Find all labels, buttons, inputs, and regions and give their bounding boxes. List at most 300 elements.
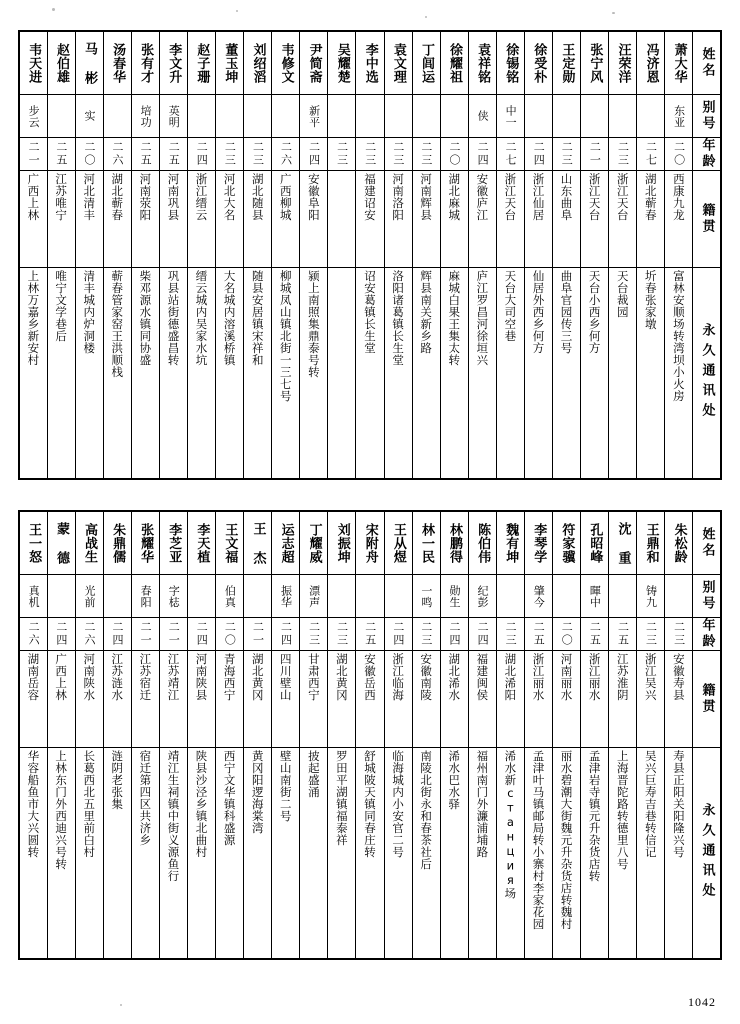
cell-origin — [300, 651, 328, 748]
cell-origin — [19, 651, 47, 748]
cell-address — [609, 268, 637, 480]
cell-age — [47, 618, 75, 651]
cell-age — [665, 138, 693, 171]
cell-age — [356, 618, 384, 651]
cell-alias — [159, 95, 187, 138]
cell-origin — [665, 171, 693, 268]
cell-origin-text: 河南辉县 — [419, 173, 434, 221]
cell-name — [384, 511, 412, 575]
cell-address — [103, 268, 131, 480]
cell-alias-text: 纪彭 — [476, 584, 490, 608]
cell-name-text: 王文福 — [222, 522, 238, 564]
cell-age-text: 二六 — [82, 621, 96, 647]
cell-address — [581, 748, 609, 960]
cell-address-text: 浠水巴水驿 — [447, 750, 462, 810]
cell-address-text: 南陵北街永和春茶社后 — [419, 750, 434, 870]
cell-origin-text: 青海西宁 — [222, 653, 237, 701]
cell-alias-text: 振华 — [279, 584, 293, 608]
cell-name-text: 冯济恩 — [643, 42, 659, 84]
cell-origin — [328, 651, 356, 748]
cell-origin-text: 湖北浠阳 — [503, 653, 518, 701]
cell-address — [187, 268, 215, 480]
cell-origin — [75, 171, 103, 268]
cell-address — [665, 268, 693, 480]
cell-alias — [216, 95, 244, 138]
cell-address — [272, 268, 300, 480]
cell-name-text: 王定勋 — [559, 42, 575, 84]
column-header-alias-text: 别号 — [699, 580, 715, 612]
cell-name — [328, 31, 356, 95]
cell-origin-text: 江苏唯宁 — [54, 173, 69, 221]
cell-name — [581, 31, 609, 95]
cell-origin-text: 河北大名 — [222, 173, 237, 221]
cell-age — [103, 618, 131, 651]
cell-age-text: 二六 — [279, 141, 293, 167]
cell-name-text: 赵伯雄 — [53, 42, 69, 84]
cell-age — [328, 138, 356, 171]
cell-origin-text: 河南洛阳 — [391, 173, 406, 221]
cell-age-text: 二一 — [27, 141, 41, 167]
cell-address-text: 长葛西北五里前白村 — [82, 750, 97, 858]
cell-age — [244, 138, 272, 171]
cell-alias-text: 光前 — [82, 584, 96, 608]
cell-age — [244, 618, 272, 651]
cell-origin — [637, 651, 665, 748]
cell-address-text: 曲阜官园传三号 — [559, 270, 574, 354]
cell-age-text: 二四 — [447, 621, 461, 647]
cell-alias — [272, 575, 300, 618]
cell-origin — [103, 171, 131, 268]
cell-alias — [131, 575, 159, 618]
cell-age-text: 二三 — [560, 141, 574, 167]
cell-address — [496, 748, 524, 960]
cell-alias — [272, 95, 300, 138]
cell-alias — [328, 575, 356, 618]
cell-origin-text: 浙江缙云 — [194, 173, 209, 221]
cell-origin — [581, 171, 609, 268]
cell-name-text: 汪荣洋 — [615, 42, 631, 84]
cell-origin — [328, 171, 356, 268]
cell-age — [637, 618, 665, 651]
cell-name — [637, 511, 665, 575]
cell-address — [19, 268, 47, 480]
cell-age — [412, 138, 440, 171]
cell-origin — [609, 171, 637, 268]
cell-origin-text: 四川壁山 — [278, 653, 293, 701]
cell-alias — [496, 95, 524, 138]
cell-name-text: 韦天进 — [26, 42, 42, 84]
column-header-alias — [693, 95, 721, 138]
cell-alias — [412, 575, 440, 618]
cell-name-text: 汤春华 — [110, 42, 126, 84]
cell-address — [328, 748, 356, 960]
cell-origin — [272, 171, 300, 268]
cell-address-text: 孟津叶马镇邮局转小寨村李家花园 — [531, 750, 546, 930]
cell-alias — [552, 575, 580, 618]
cell-age — [159, 618, 187, 651]
cell-age — [524, 138, 552, 171]
cell-age-text: 二四 — [195, 141, 209, 167]
cell-address — [131, 748, 159, 960]
cell-age-text: 二六 — [27, 621, 41, 647]
cell-address — [412, 748, 440, 960]
cell-alias-text: 英明 — [167, 104, 181, 128]
cell-address-text: 缙云城内吴家水坑 — [194, 270, 209, 366]
cell-origin — [665, 651, 693, 748]
cell-alias-text: 铸九 — [644, 584, 658, 608]
cell-address — [581, 268, 609, 480]
cell-age-text: 二一 — [167, 621, 181, 647]
cell-name-text: 张有才 — [138, 42, 154, 84]
cell-alias — [665, 575, 693, 618]
cell-name-text: 丁闾运 — [418, 42, 434, 84]
cell-origin-text: 福建诏安 — [363, 173, 377, 221]
cell-address — [47, 748, 75, 960]
cell-address — [216, 268, 244, 480]
cell-origin-text: 山东曲阜 — [559, 173, 574, 221]
table-row-alias — [19, 95, 721, 138]
cell-address-text: 巩县站街德盛昌转 — [166, 270, 181, 366]
cell-origin-text: 河南陕县 — [194, 653, 209, 701]
table-row-address — [19, 748, 721, 960]
cell-name — [412, 511, 440, 575]
cell-alias — [131, 95, 159, 138]
cell-address-text: 圻春张家墩 — [643, 270, 658, 330]
cell-origin — [384, 171, 412, 268]
column-header-age-text: 年龄 — [699, 618, 715, 650]
cell-age-text: 二三 — [251, 141, 265, 167]
cell-name-text: 张宁风 — [587, 42, 603, 84]
roster-table-bottom — [18, 510, 722, 960]
cell-origin-text: 河南巩县 — [166, 173, 181, 221]
cell-origin-text: 安徽庐江 — [475, 173, 490, 221]
cell-age-text: 二一 — [251, 621, 265, 647]
cell-address-text: 壁山南街二号 — [278, 750, 293, 822]
cell-name-text: 韦修文 — [278, 42, 294, 84]
cell-name-text: 袁祥铭 — [475, 42, 491, 84]
paper-speck — [236, 10, 238, 12]
cell-name-text: 王鼎和 — [643, 522, 659, 564]
cell-age-text: 二四 — [54, 621, 68, 647]
cell-age-text: 二〇 — [82, 141, 96, 167]
cell-origin — [19, 171, 47, 268]
cell-origin-text: 江苏宿迁 — [138, 653, 153, 701]
cell-alias — [665, 95, 693, 138]
cell-name — [609, 31, 637, 95]
cell-origin — [244, 171, 272, 268]
cell-age — [440, 138, 468, 171]
cell-address-text: 富林安顺场转湾坝小火房 — [671, 270, 686, 402]
cell-age-text: 二三 — [616, 141, 630, 167]
cell-address-text: 柴邓源水镇同协盛 — [138, 270, 153, 366]
column-header-age-text: 年龄 — [699, 138, 715, 170]
cell-alias-text: 东亚 — [672, 104, 686, 128]
cell-origin — [552, 651, 580, 748]
cell-age-text: 二〇 — [223, 621, 237, 647]
cell-age — [524, 618, 552, 651]
cell-age-text: 二四 — [476, 141, 490, 167]
cell-origin — [216, 171, 244, 268]
cell-name-text: 马 彬 — [82, 41, 98, 85]
cell-age-text: 二五 — [139, 141, 153, 167]
table-row-origin — [19, 171, 721, 268]
cell-origin-text: 浙江天台 — [587, 173, 602, 221]
cell-name — [131, 511, 159, 575]
cell-age — [75, 618, 103, 651]
cell-name-text: 萧大华 — [671, 42, 687, 84]
cell-name — [159, 31, 187, 95]
cell-age — [19, 618, 47, 651]
cell-origin-text: 甘肃西宁 — [306, 653, 321, 701]
cell-name — [272, 31, 300, 95]
cell-address-text: 福州南门外濂浦埔路 — [475, 750, 490, 858]
cell-name — [637, 31, 665, 95]
cell-alias-text: 字梽 — [167, 584, 181, 608]
cell-origin — [468, 171, 496, 268]
cell-origin — [244, 651, 272, 748]
column-header-origin-text: 籍贯 — [699, 683, 715, 715]
cell-age-text: 二〇 — [447, 141, 461, 167]
cell-address-text: 柳城凤山镇北街一三七号 — [278, 270, 293, 402]
cell-alias-text: 培功 — [139, 104, 153, 128]
cell-address — [356, 268, 384, 480]
cell-name — [187, 511, 215, 575]
column-header-name — [693, 511, 721, 575]
cell-address — [47, 268, 75, 480]
cell-age-text: 二三 — [307, 621, 321, 647]
cell-age — [131, 618, 159, 651]
cell-address-text: 天台小西乡何方 — [587, 270, 602, 354]
cell-age-text: 二六 — [111, 141, 125, 167]
cell-origin-text: 湖北黄冈 — [250, 653, 265, 701]
cell-name-text: 刘振坤 — [334, 522, 350, 564]
cell-name — [356, 31, 384, 95]
cell-address-text: 上海晋陀路转德里八号 — [615, 750, 630, 870]
cell-address-text: 浠水新станция场 — [503, 750, 518, 900]
cell-origin-text: 湖南岳容 — [26, 653, 41, 701]
cell-alias-text: 漂声 — [307, 584, 321, 608]
cell-address — [665, 748, 693, 960]
cell-age-text: 二四 — [391, 621, 405, 647]
cell-address — [244, 748, 272, 960]
cell-origin — [131, 651, 159, 748]
column-header-address — [693, 748, 721, 960]
cell-name — [244, 31, 272, 95]
cell-origin — [552, 171, 580, 268]
cell-name-text: 朱松龄 — [671, 522, 687, 564]
cell-name — [47, 511, 75, 575]
cell-address-text: 西宁文华镇科盛源 — [222, 750, 237, 846]
cell-origin-text: 浙江丽水 — [587, 653, 602, 701]
cell-name — [19, 511, 47, 575]
cell-address-text: 天台大司空巷 — [503, 270, 518, 342]
cell-name — [552, 31, 580, 95]
cell-age-text: 二三 — [419, 141, 433, 167]
cell-alias-text: 勋生 — [447, 584, 461, 608]
cell-name — [665, 31, 693, 95]
roster-table-top-wrapper — [18, 30, 722, 480]
cell-age — [216, 138, 244, 171]
cell-name-text: 董玉坤 — [222, 42, 238, 84]
cell-address — [552, 748, 580, 960]
cell-name-text: 符家骥 — [559, 522, 575, 564]
cell-alias — [440, 575, 468, 618]
cell-name-text: 林鹏得 — [447, 522, 463, 564]
cell-name-text: 高战生 — [82, 522, 98, 564]
cell-age — [272, 618, 300, 651]
cell-name — [440, 511, 468, 575]
cell-age — [159, 138, 187, 171]
cell-name-text: 李天植 — [194, 522, 210, 564]
cell-origin-text: 安徽寿县 — [671, 653, 686, 701]
cell-address-text: 随县安居镇宋祥和 — [250, 270, 265, 366]
cell-origin-text: 安徽岳西 — [363, 653, 377, 701]
cell-alias — [468, 95, 496, 138]
cell-origin — [524, 171, 552, 268]
cell-age — [103, 138, 131, 171]
cell-origin-text: 江苏淮阴 — [615, 653, 630, 701]
cell-name-text: 李中选 — [362, 42, 378, 84]
cell-age-text: 二三 — [335, 141, 349, 167]
cell-alias — [581, 575, 609, 618]
cell-origin-text: 福建闽侯 — [475, 653, 490, 701]
cell-address — [468, 748, 496, 960]
cell-age-text: 二四 — [111, 621, 125, 647]
cell-alias — [524, 575, 552, 618]
cell-age-text: 二三 — [672, 621, 686, 647]
cell-origin-text: 河北清丰 — [82, 173, 97, 221]
cell-address — [103, 748, 131, 960]
cell-origin-text: 河南丽水 — [559, 653, 574, 701]
cell-origin — [496, 651, 524, 748]
cell-age — [440, 618, 468, 651]
cell-address — [552, 268, 580, 480]
cell-age-text: 二三 — [391, 141, 405, 167]
cell-address-text: 庐江罗昌河徐垣兴 — [475, 270, 490, 366]
column-header-origin-text: 籍贯 — [699, 203, 715, 235]
cell-age-text: 二五 — [616, 621, 630, 647]
cell-name — [609, 511, 637, 575]
cell-alias-text: 肇今 — [532, 584, 546, 608]
cell-address — [159, 748, 187, 960]
cell-alias-text: 步云 — [27, 104, 41, 128]
column-header-origin — [693, 171, 721, 268]
cell-alias — [384, 575, 412, 618]
cell-address-text: 黄冈阳逻海棠湾 — [250, 750, 265, 834]
cell-origin — [47, 171, 75, 268]
cell-origin — [496, 171, 524, 268]
column-header-age — [693, 138, 721, 171]
cell-age-text: 二三 — [335, 621, 349, 647]
roster-table-bottom-body — [19, 511, 721, 959]
cell-alias-text: 伯真 — [223, 584, 237, 608]
cell-name-text: 朱鼎儒 — [110, 522, 126, 564]
cell-origin — [440, 651, 468, 748]
cell-origin-text: 浙江吴兴 — [643, 653, 658, 701]
cell-alias-text: 真机 — [27, 584, 41, 608]
cell-alias — [300, 575, 328, 618]
cell-origin — [159, 171, 187, 268]
cell-age — [272, 138, 300, 171]
cell-age — [131, 138, 159, 171]
cell-origin-text: 河南荥阳 — [138, 173, 153, 221]
cell-name-text: 徐受朴 — [531, 42, 547, 84]
cell-name — [159, 511, 187, 575]
cell-origin — [47, 651, 75, 748]
cell-address-text: 清丰城内炉洞楼 — [82, 270, 97, 354]
cell-alias — [496, 575, 524, 618]
cell-origin — [637, 171, 665, 268]
cell-address-text: 上林东门外西迪兴号转 — [54, 750, 69, 870]
cell-name-text: 刘绍滔 — [250, 42, 266, 84]
cell-origin-text: 广西上林 — [26, 173, 41, 221]
cell-age — [609, 138, 637, 171]
cell-age-text: 二四 — [279, 621, 293, 647]
table-row-alias — [19, 575, 721, 618]
table-row-name — [19, 511, 721, 575]
cell-name-text: 孔昭峰 — [587, 522, 603, 564]
cell-origin-text: 江苏靖江 — [166, 653, 181, 701]
cell-address — [159, 268, 187, 480]
paper-speck — [120, 1004, 122, 1006]
cell-name-text: 尹简斋 — [306, 42, 322, 84]
cell-name — [19, 31, 47, 95]
table-row-age — [19, 618, 721, 651]
cell-age-text: 二四 — [307, 141, 321, 167]
cell-alias-text: 侠 — [476, 110, 490, 122]
cell-address — [637, 268, 665, 480]
cell-alias — [637, 95, 665, 138]
cell-address — [300, 748, 328, 960]
cell-name — [131, 31, 159, 95]
cell-address — [440, 268, 468, 480]
cell-age-text: 二四 — [476, 621, 490, 647]
cell-origin — [159, 651, 187, 748]
cell-alias — [187, 95, 215, 138]
cell-alias — [356, 95, 384, 138]
cell-origin-text: 安徽阜阳 — [306, 173, 321, 221]
cell-alias — [19, 95, 47, 138]
cell-name-text: 王 杰 — [250, 521, 266, 565]
cell-age — [47, 138, 75, 171]
cell-origin — [412, 651, 440, 748]
cell-alias — [187, 575, 215, 618]
cell-address — [468, 268, 496, 480]
table-row-origin — [19, 651, 721, 748]
cell-alias-text: 中一 — [504, 104, 518, 128]
cell-name — [412, 31, 440, 95]
cell-name-text: 袁文理 — [390, 42, 406, 84]
cell-name — [300, 31, 328, 95]
cell-address-text: 洛阳诸葛镇长生堂 — [391, 270, 406, 366]
cell-address-text: 靖江生祠镇中街义源鱼行 — [166, 750, 181, 882]
cell-name-text: 李琴学 — [531, 522, 547, 564]
cell-address — [216, 748, 244, 960]
cell-name — [103, 511, 131, 575]
cell-origin — [187, 651, 215, 748]
column-header-name-text: 姓名 — [699, 527, 715, 559]
cell-address — [356, 748, 384, 960]
cell-name — [272, 511, 300, 575]
cell-origin — [609, 651, 637, 748]
cell-alias — [244, 95, 272, 138]
cell-origin — [384, 651, 412, 748]
cell-address-text: 辉县南关新乡路 — [419, 270, 434, 354]
cell-address-text: 颍上南照集鼎泰号转 — [306, 270, 321, 378]
cell-address-text: 吴兴巨寿吉巷转信记 — [643, 750, 658, 858]
cell-origin-text: 湖北黄冈 — [334, 653, 349, 701]
cell-origin — [356, 651, 384, 748]
